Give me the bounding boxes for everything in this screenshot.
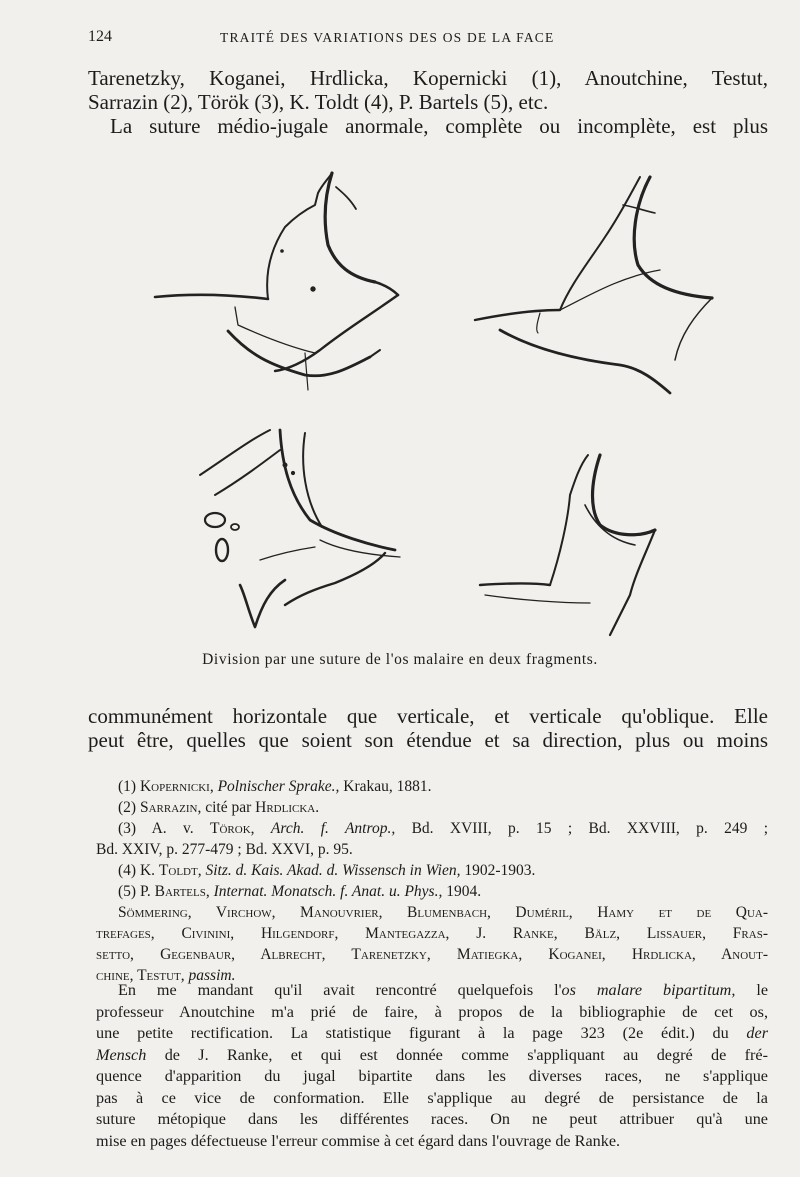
paragraph-line: mise en pages défectueuse l'erreur commise à cet égard dans l'ouvrage de Ranke. xyxy=(96,1131,621,1150)
body-line: La suture médio-jugale anormale, complète ou incomplète, est plus xyxy=(110,114,768,138)
footnote-5: (5) P. Bartels, Internat. Monatsch. f. Anat. u. Phys., 1904. xyxy=(118,883,482,900)
body-line: communément horizontale que verticale, et verticale qu'oblique. Elle xyxy=(88,704,768,728)
drawing-bottom-left xyxy=(200,430,400,627)
body-line: Sarrazin (2), Török (3), K. Toldt (4), P. Bartels (5), etc. xyxy=(88,90,549,114)
paragraph-line: quence d'apparition du jugal bipartite dans les diverses races, ne s'applique xyxy=(96,1067,768,1085)
author-list-line: chine, Testut, passim. xyxy=(96,967,236,984)
page-number: 124 xyxy=(88,28,112,45)
running-title: TRAITÉ DES VARIATIONS DES OS DE LA FACE xyxy=(220,30,555,45)
footnote-3-continued: Bd. XXIV, p. 277-479 ; Bd. XXVI, p. 95. xyxy=(96,841,353,858)
page-header xyxy=(88,28,768,50)
paragraph-line: suture métopique dans les différentes races. On ne peut attribuer qu'à une xyxy=(96,1110,768,1128)
footnote-4: (4) K. Toldt, Sitz. d. Kais. Akad. d. Wissensch in Wien, 1902-1903. xyxy=(118,862,536,879)
footnote-3: (3) A. v. Törok, Arch. f. Antrop., Bd. XVIII, p. 15 ; Bd. XXVIII, p. 249 ; xyxy=(118,820,769,837)
body-paragraph-continued xyxy=(88,704,768,752)
author-list-line: Sömmering, Virchow, Manouvrier, Blumenbach, Duméril, Hamy et de Qua- xyxy=(118,904,768,921)
author-list-line: trefages, Civinini, Hilgendorf, Mantegazza, J. Ranke, Bälz, Lissauer, Fras- xyxy=(96,925,768,942)
paragraph-line: professeur Anoutchine m'a prié de faire, à propos de la bibliographie de cet os, xyxy=(96,1002,768,1021)
drawing-bottom-right xyxy=(480,455,655,635)
footnotes xyxy=(96,776,768,986)
figure-caption: Division par une suture de l'os malaire en deux fragments. xyxy=(202,651,598,668)
body-line: Tarenetzky, Koganei, Hrdlicka, Kopernicki (1), Anoutchine, Testut, xyxy=(88,66,768,90)
paragraph-line: En me mandant qu'il avait rencontré quelquefois l'os malare bipartitum, le xyxy=(118,981,769,999)
footnote-1: (1) Kopernicki, Polnischer Sprake., Krakau, 1881. xyxy=(118,778,432,795)
drawing-top-right xyxy=(475,177,712,393)
rectification-paragraph xyxy=(96,980,768,1152)
paragraph-line: Mensch de J. Ranke, et qui est donnée comme s'appliquant au degré de fré- xyxy=(96,1045,768,1064)
body-line: peut être, quelles que soient son étendue et sa direction, plus ou moins xyxy=(88,728,768,752)
body-paragraph-top xyxy=(88,66,768,138)
author-list-line: setto, Gegenbaur, Albrecht, Tarenetzky, Matiegka, Koganei, Hrdlicka, Anout- xyxy=(96,946,768,963)
figure-drawings xyxy=(140,165,740,645)
drawing-top-left xyxy=(155,173,398,390)
footnote-2: (2) Sarrazin, cité par Hrdlicka. xyxy=(118,799,320,816)
malar-bone-figure xyxy=(140,165,740,645)
paragraph-line: pas à ce vice de conformation. Elle s'applique au degré de persistance de la xyxy=(96,1088,768,1107)
paragraph-line: une petite rectification. La statistique figurant à la page 323 (2e édit.) du der xyxy=(96,1024,768,1042)
